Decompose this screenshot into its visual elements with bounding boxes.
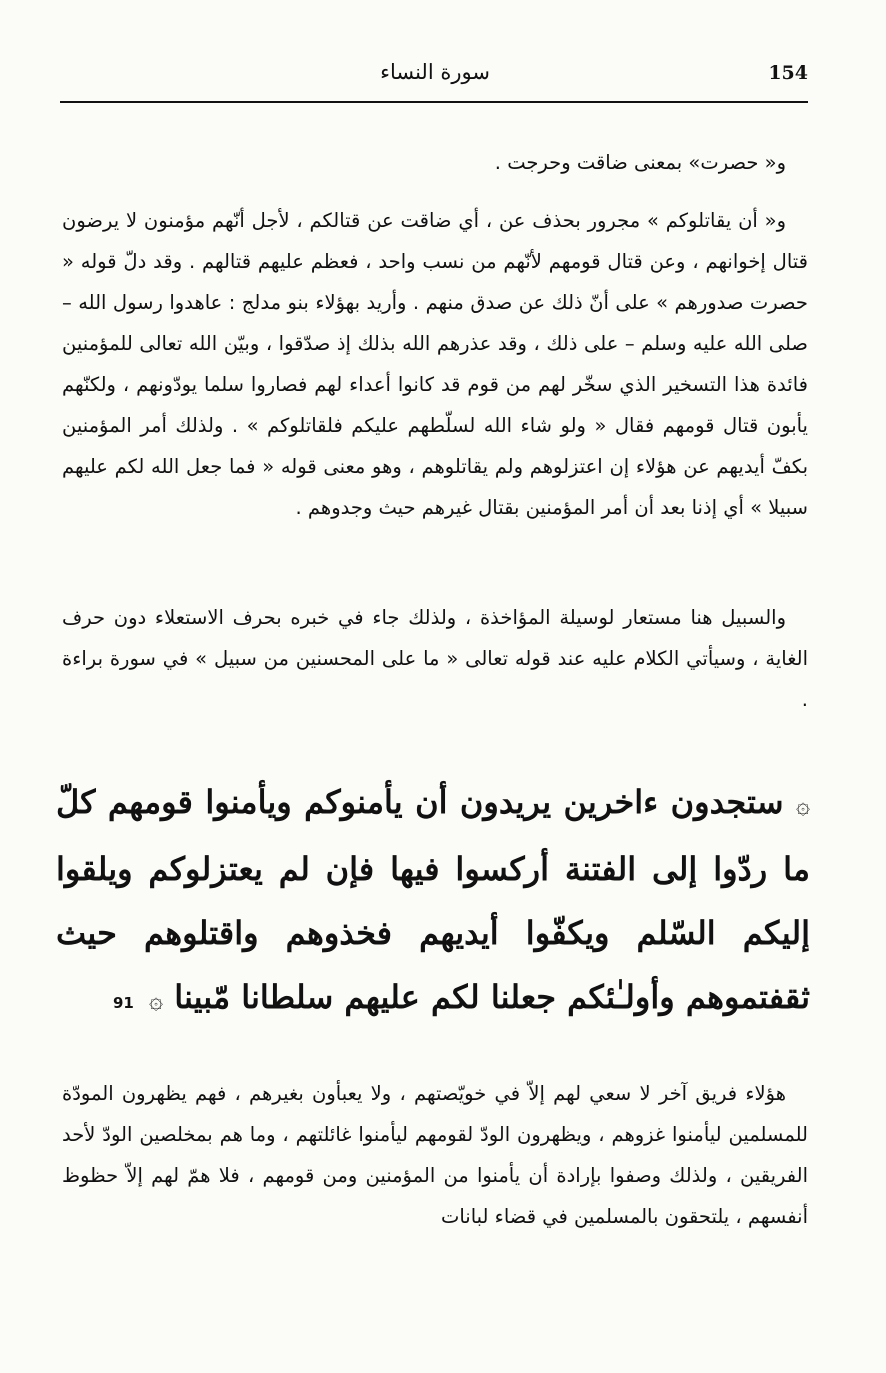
verse-open-ornament: ۞ — [795, 791, 811, 819]
paragraph-2: و« أن يقاتلوكم » مجرور بحذف عن ، أي ضاقت عن قتالكم ، لأجل أنّهم مؤمنون لا يرضون قتال إخوانهم ، وعن قتال قومهم لأنّهم من نسب واحد ، فعظم عليهم قتالهم . وقد دلّ قوله « حصرت صدورهم » على أنّ ذلك عن صدق منهم . وأريد بهؤلاء بنو مدلج : عاهدوا رسول الله – صلى الله عليه وسلم – على ذلك ، وقد عذرهم الله بذلك إذ صدّقوا ، وبيّن الله تعالى للمؤمنين فائدة هذا التسخير الذي سخّر لهم من قوم قد كانوا أعداء لهم فصاروا سلما يودّونهم ، ولكنّهم يأبون قتال قومهم فقال « ولو شاء الله لسلّطهم عليكم فلقاتلوكم » . ولذلك أمر المؤمنين بكفّ أيديهم عن هؤلاء إن اعتزلوهم ولم يقاتلوهم ، وهو معنى قوله « فما جعل الله لكم عليهم سبيلا » أي إذنا بعد أن أمر المؤمنين بقتال غيرهم حيث وجدوهم . — [62, 209, 808, 519]
page-number: 154 — [768, 62, 808, 84]
surah-title: سورة النساء — [380, 60, 490, 84]
commentary-block-4 — [62, 1073, 808, 1237]
commentary-block-2 — [62, 200, 808, 528]
commentary-block-3 — [62, 597, 808, 720]
verse-text: ستجدون ءاخرين يريدون أن يأمنوكم ويأمنوا قومهم كلّ ما ردّوا إلى الفتنة أركسوا فيها فإن لم يعتزلوكم ويلقوا إليكم السّلم ويكفّوا أيديهم فخذوهم واقتلوهم حيث ثقفتموهم وأولـٰئكم جعلنا لكم عليهم سلطانا مّبينا — [56, 783, 810, 1016]
paragraph-3: والسبيل هنا مستعار لوسيلة المؤاخذة ، ولذلك جاء في خبره بحرف الاستعلاء دون حرف الغاية ، وسيأتي الكلام عليه عند قوله تعالى « ما على المحسنين من سبيل » في سورة براءة . — [62, 606, 808, 711]
paragraph-4: هؤلاء فريق آخر لا سعي لهم إلاّ في خويّصتهم ، ولا يعبأون بغيرهم ، فهم يظهرون المودّة للمسلمين ليأمنوا غزوهم ، ويظهرون الودّ لقومهم ليأمنوا غائلتهم ، وما هم بمخلصين الودّ لأحد الفريقين ، ولذلك وصفوا بإرادة أن يأمنوا من المؤمنين ومن قومهم ، فلا همّ لهم إلاّ حظوظ أنفسهم ، يلتحقون بالمسلمين في قضاء لبانات — [62, 1082, 808, 1228]
verse-number: 91 — [113, 994, 134, 1012]
paragraph-1: و« حصرت» بمعنى ضاقت وحرجت . — [494, 151, 786, 174]
header-divider — [60, 101, 808, 103]
page-header — [62, 58, 808, 98]
quran-verse — [56, 770, 810, 1035]
commentary-block-1 — [62, 142, 808, 183]
verse-close-ornament: ۞ — [149, 986, 164, 1014]
